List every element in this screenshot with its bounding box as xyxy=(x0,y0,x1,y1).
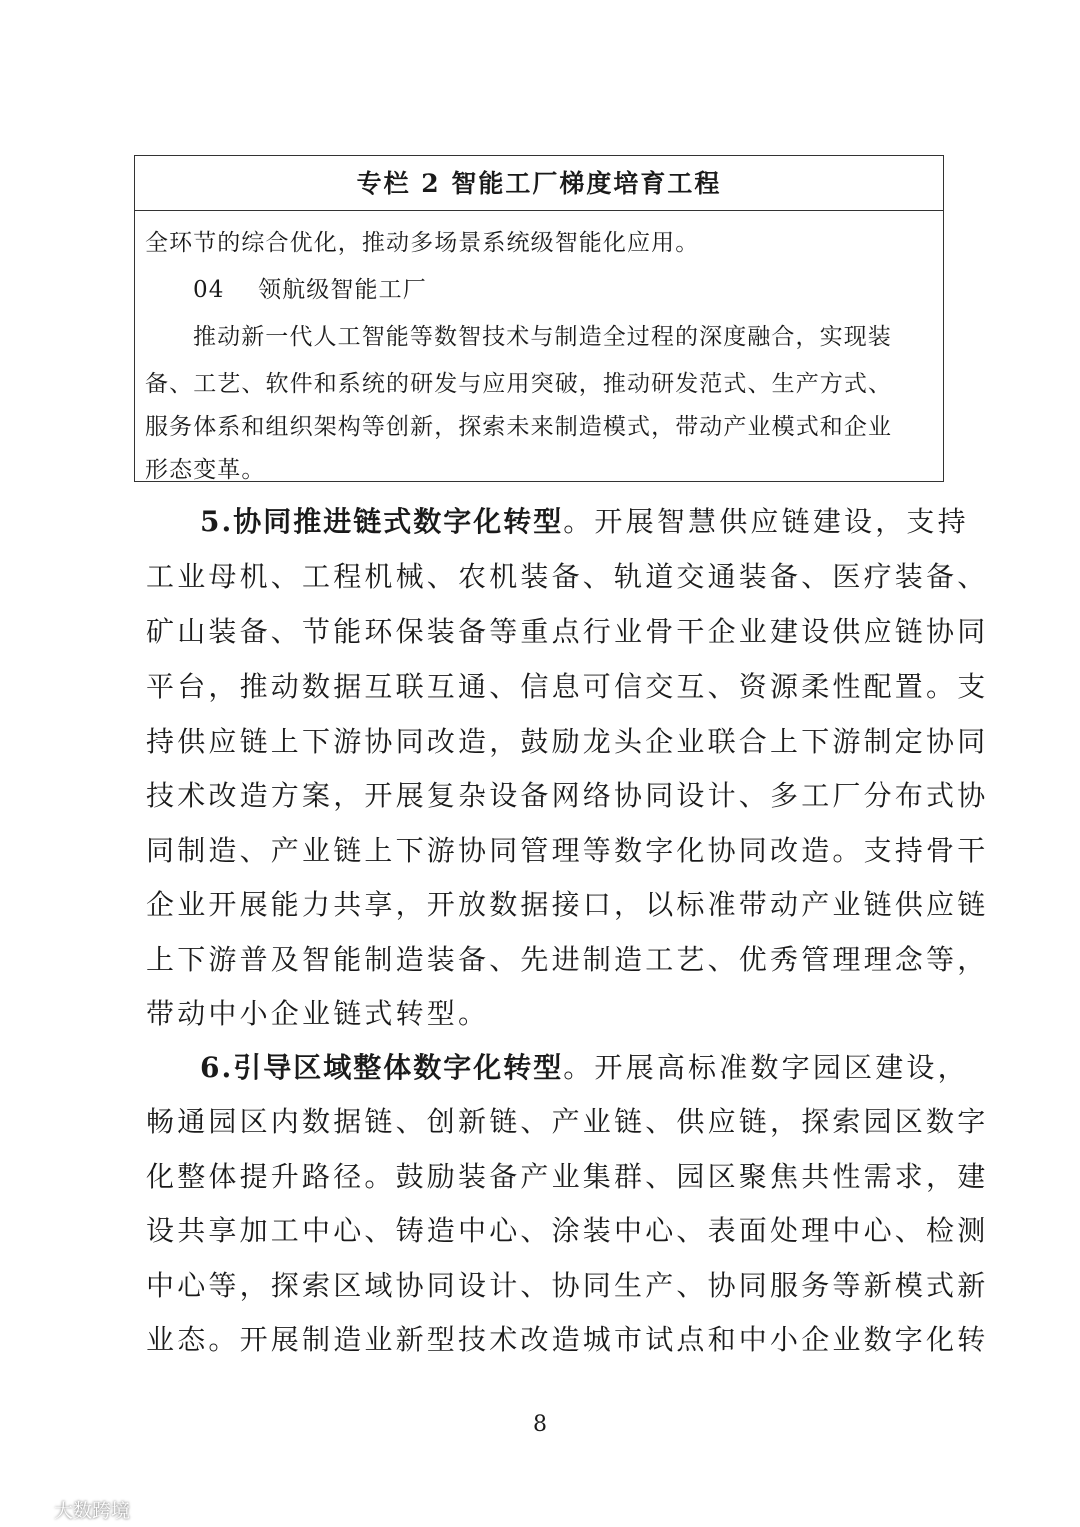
section5-line-3: 矿山装备、节能环保装备等重点行业骨干企业建设供应链协同 xyxy=(146,615,989,648)
watermark xyxy=(14,1496,130,1523)
section6-line-4: 设共享加工中心、铸造中心、涂装中心、表面处理中心、检测 xyxy=(146,1214,989,1247)
section6-line-6: 业态。开展制造业新型技术改造城市试点和中小企业数字化转 xyxy=(146,1323,989,1356)
section5-heading: 5.协同推进链式数字化转型 xyxy=(200,505,564,538)
section6-line-3: 化整体提升路径。鼓励装备产业集群、园区聚焦共性需求，建 xyxy=(146,1160,989,1193)
column-title: 专栏 2 智能工厂梯度培育工程 xyxy=(135,156,943,211)
section5-line-1: 5.协同推进链式数字化转型。开展智慧供应链建设，支持 xyxy=(200,505,969,538)
section6-line-1: 6.引导区域整体数字化转型。开展高标准数字园区建设， xyxy=(200,1051,969,1084)
section5-line-7: 同制造、产业链上下游协同管理等数字化协同改造。支持骨干 xyxy=(146,834,989,867)
watermark-text: 大数跨境 xyxy=(54,1500,131,1522)
section6-line-2: 畅通园区内数据链、创新链、产业链、供应链，探索园区数字 xyxy=(146,1105,989,1138)
page-number: 8 xyxy=(533,1412,547,1437)
column-box xyxy=(134,155,944,482)
section5-line-10: 带动中小企业链式转型。 xyxy=(146,997,490,1030)
section5-line-2: 工业母机、工程机械、农机装备、轨道交通装备、医疗装备、 xyxy=(146,560,989,593)
column-line-2: 04 领航级智能工厂 xyxy=(193,277,427,303)
column-line-6: 形态变革。 xyxy=(145,457,266,483)
column-line-3: 推动新一代人工智能等数智技术与制造全过程的深度融合，实现装 xyxy=(193,324,892,350)
section5-line-5: 持供应链上下游协同改造，鼓励龙头企业联合上下游制定协同 xyxy=(146,725,989,758)
column-line-1: 全环节的综合优化，推动多场景系统级智能化应用。 xyxy=(145,230,700,256)
section5-line-9: 上下游普及智能制造装备、先进制造工艺、优秀管理理念等， xyxy=(146,943,989,976)
section5-line-6: 技术改造方案，开展复杂设备网络协同设计、多工厂分布式协 xyxy=(146,779,989,812)
column-line-5: 服务体系和组织架构等创新，探索未来制造模式，带动产业模式和企业 xyxy=(145,414,893,440)
section5-line-8: 企业开展能力共享，开放数据接口，以标准带动产业链供应链 xyxy=(146,888,989,921)
section6-heading: 6.引导区域整体数字化转型 xyxy=(200,1051,564,1084)
section6-line-5: 中心等，探索区域协同设计、协同生产、协同服务等新模式新 xyxy=(146,1269,989,1302)
section5-line-4: 平台，推动数据互联互通、信息可信交互、资源柔性配置。支 xyxy=(146,670,989,703)
column-line-4: 备、工艺、软件和系统的研发与应用突破，推动研发范式、生产方式、 xyxy=(145,371,893,397)
weixin-chat-icon xyxy=(14,1497,48,1523)
